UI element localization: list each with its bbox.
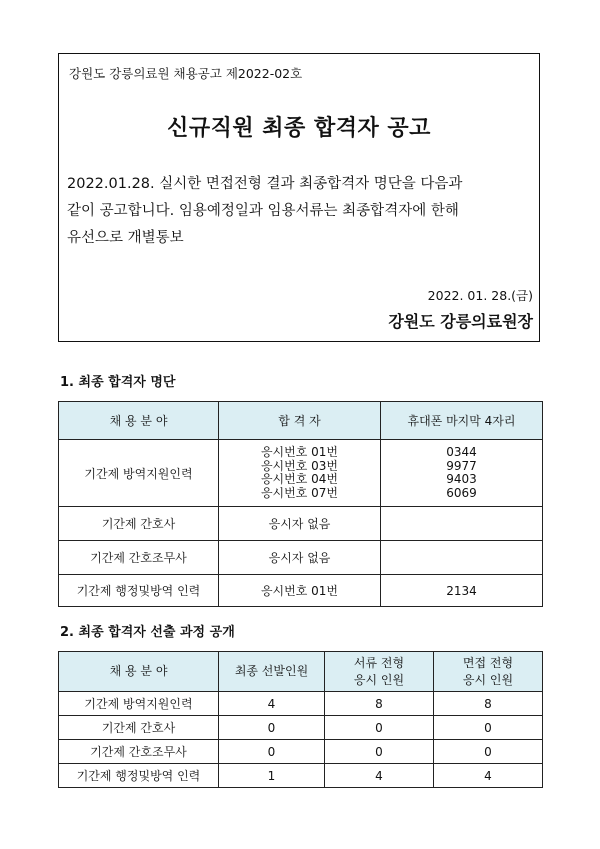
table-row <box>59 764 543 788</box>
notice-body-line: 2022.01.28. 실시한 면접전형 결과 최종합격자 명단을 다음과 <box>67 176 463 192</box>
phone-digits: 9977 <box>446 458 477 473</box>
applicants-cell: 응시자 없음 <box>219 507 381 541</box>
applicants-cell: 응시번호 01번 <box>219 575 381 607</box>
column-header-text: 최종 선발인원 <box>234 664 309 678</box>
notice-doc-number: 강원도 강릉의료원 채용공고 제2022-02호 <box>69 66 303 81</box>
phone-digits: 0344 <box>446 445 477 459</box>
column-header <box>434 652 543 692</box>
phone-cell: 2134 <box>381 575 543 607</box>
field-cell: 기간제 방역지원인력 <box>59 692 219 716</box>
page-title: 신규직원 최종 합격자 공고 <box>167 116 431 141</box>
applicant-number: 응시번호 07번 <box>260 485 339 500</box>
section2-heading: 2. 최종 합격자 선출 과정 공개 <box>60 625 235 640</box>
table-header-row <box>59 402 543 440</box>
field-cell: 기간제 간호조무사 <box>59 541 219 575</box>
table-row <box>59 440 543 507</box>
section1-heading: 1. 최종 합격자 명단 <box>60 375 176 390</box>
phone-digits: 9403 <box>446 472 477 486</box>
column-header-text: 채 용 분 야 <box>109 664 168 678</box>
final-passers-table <box>58 401 543 607</box>
field-cell: 기간제 방역지원인력 <box>59 440 219 507</box>
applicant-number: 응시번호 01번 <box>260 445 339 459</box>
field-cell: 기간제 간호조무사 <box>59 740 219 764</box>
notice-box <box>58 53 540 342</box>
column-header-text: 서류 전형 <box>353 655 405 670</box>
interview-count-cell: 4 <box>434 764 543 788</box>
notice-body-line: 유선으로 개별통보 <box>67 230 184 246</box>
notice-body-line: 같이 공고합니다. 임용예정일과 임용서류는 최종합격자에 한해 <box>67 203 459 219</box>
column-header-text: 응시 인원 <box>353 672 405 687</box>
field-cell: 기간제 행정및방역 인력 <box>59 764 219 788</box>
final-count-cell: 4 <box>219 692 325 716</box>
field-cell: 기간제 간호사 <box>59 716 219 740</box>
doc-count-cell: 0 <box>325 740 434 764</box>
doc-count-cell: 0 <box>325 716 434 740</box>
column-header <box>325 652 434 692</box>
applicants-cell: 응시자 없음 <box>219 541 381 575</box>
interview-count-cell: 0 <box>434 740 543 764</box>
notice-issuer: 강원도 강릉의료원장 <box>388 312 533 331</box>
phone-digits: 6069 <box>446 485 477 500</box>
phone-cell <box>381 440 543 507</box>
column-header: 채 용 분 야 <box>59 402 219 440</box>
phone-cell <box>381 507 543 541</box>
column-header <box>219 652 325 692</box>
table-row <box>59 692 543 716</box>
column-header: 휴대폰 마지막 4자리 <box>381 402 543 440</box>
table-row <box>59 716 543 740</box>
notice-body <box>67 171 531 252</box>
table-row <box>59 575 543 607</box>
field-cell: 기간제 행정및방역 인력 <box>59 575 219 607</box>
doc-count-cell: 4 <box>325 764 434 788</box>
column-header: 합 격 자 <box>219 402 381 440</box>
column-header-text: 면접 전형 <box>462 655 514 670</box>
applicant-number: 응시번호 04번 <box>260 472 339 486</box>
phone-cell <box>381 541 543 575</box>
table-row <box>59 507 543 541</box>
interview-count-cell: 0 <box>434 716 543 740</box>
notice-date: 2022. 01. 28.(금) <box>427 288 533 303</box>
final-count-cell: 1 <box>219 764 325 788</box>
applicants-cell <box>219 440 381 507</box>
selection-process-table <box>58 651 543 788</box>
table-row <box>59 740 543 764</box>
final-count-cell: 0 <box>219 716 325 740</box>
table-row <box>59 541 543 575</box>
final-count-cell: 0 <box>219 740 325 764</box>
interview-count-cell: 8 <box>434 692 543 716</box>
column-header <box>59 652 219 692</box>
table-header-row <box>59 652 543 692</box>
column-header-text: 응시 인원 <box>462 672 514 687</box>
applicant-number: 응시번호 03번 <box>260 458 339 473</box>
doc-count-cell: 8 <box>325 692 434 716</box>
field-cell: 기간제 간호사 <box>59 507 219 541</box>
